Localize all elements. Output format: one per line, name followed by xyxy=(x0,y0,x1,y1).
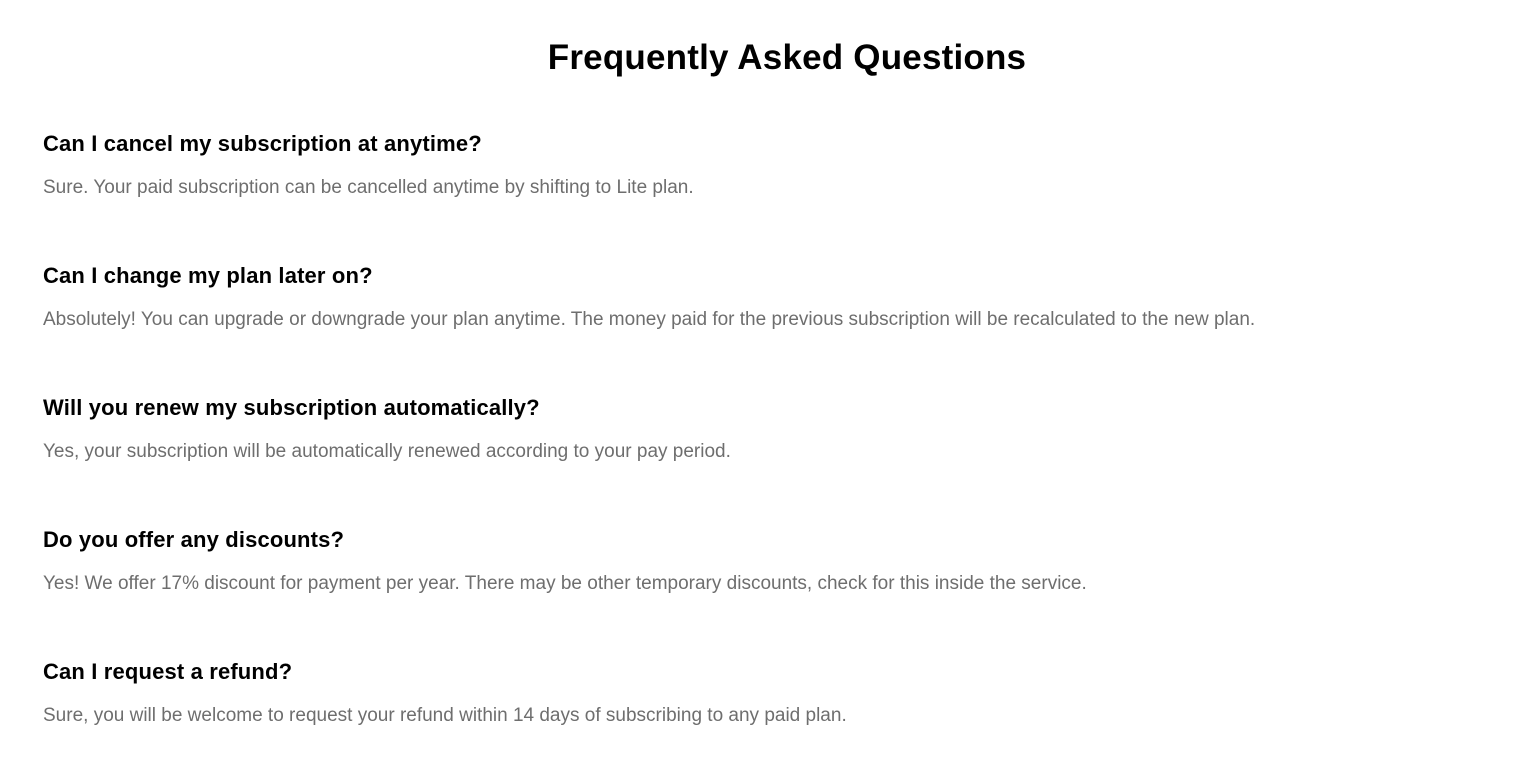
faq-item-auto-renew xyxy=(43,392,1503,524)
faq-question: Can I cancel my subscription at anytime? xyxy=(43,131,482,156)
faq-question: Do you offer any discounts? xyxy=(43,527,345,552)
faq-question: Can I change my plan later on? xyxy=(43,263,373,288)
faq-answer: Absolutely! You can upgrade or downgrade your plan anytime. The money paid for the previous subscription will be recalculated to the new plan. xyxy=(43,309,1256,330)
faq-question: Will you renew my subscription automatically? xyxy=(43,395,540,420)
faq-list xyxy=(43,128,1503,780)
faq-answer: Yes! We offer 17% discount for payment per year. There may be other temporary discounts, check for this inside the service. xyxy=(43,573,1087,594)
faq-question: Can I request a refund? xyxy=(43,659,293,684)
faq-item-cancel-subscription xyxy=(43,128,1503,260)
page-title: Frequently Asked Questions xyxy=(547,38,1027,77)
faq-answer: Yes, your subscription will be automatically renewed according to your pay period. xyxy=(43,441,731,462)
faq-item-change-plan xyxy=(43,260,1503,392)
faq-answer: Sure. Your paid subscription can be cancelled anytime by shifting to Lite plan. xyxy=(43,177,694,198)
faq-answer: Sure, you will be welcome to request your refund within 14 days of subscribing to any paid plan. xyxy=(43,705,847,726)
faq-item-discounts xyxy=(43,524,1503,656)
faq-item-refund xyxy=(43,656,1503,780)
